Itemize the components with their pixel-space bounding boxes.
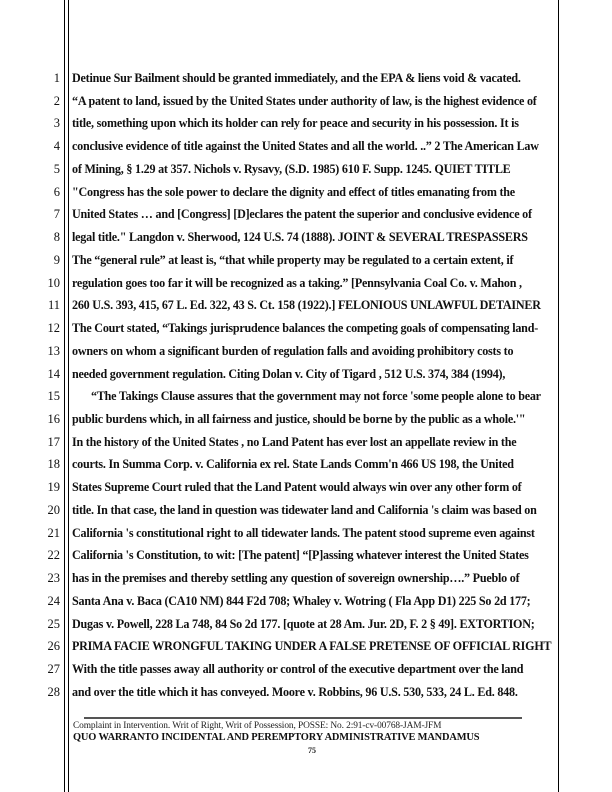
body-line: needed government regulation. Citing Dolan v. City of Tigard , 512 U.S. 374, 384 (1994), — [72, 366, 506, 381]
body-line: public burdens which, in all fairness and justice, should be borne by the public as a whole.'" — [72, 412, 526, 427]
body-line: California 's constitutional right to all tidewater lands. The patent stood supreme even against — [72, 525, 535, 540]
line-number: 23 — [47, 571, 60, 586]
line-number: 8 — [53, 230, 60, 245]
body-line: courts. In Summa Corp. v. California ex rel. State Lands Comm'n 466 US 198, the United — [72, 457, 514, 472]
line-number: 10 — [47, 275, 60, 290]
body-line: Santa Ana v. Baca (CA10 NM) 844 F2d 708; Whaley v. Wotring ( Fla App D1) 225 So 2d 177; — [72, 593, 531, 608]
body-line: 260 U.S. 393, 415, 67 L. Ed. 322, 43 S. Ct. 158 (1922).] FELONIOUS UNLAWFUL DETAINER — [72, 298, 541, 313]
line-number: 9 — [53, 252, 60, 267]
line-number: 18 — [47, 457, 60, 472]
body-line: The “general rule” at least is, “that while property may be regulated to a certain extent, if — [72, 252, 514, 267]
body-line: California 's Constitution, to wit: [The patent] “[P]assing whatever interest the United States — [72, 548, 529, 563]
line-number: 15 — [47, 389, 60, 404]
body-line: States Supreme Court ruled that the Land Patent would always win over any other form of — [72, 480, 522, 495]
line-number: 3 — [53, 116, 60, 131]
footer-divider — [84, 717, 522, 719]
line-number: 22 — [47, 548, 60, 563]
line-number: 2 — [53, 93, 60, 108]
body-line: and over the title which it has conveyed. Moore v. Robbins, 96 U.S. 530, 533, 24 L. Ed. 848. — [72, 684, 518, 699]
line-number: 21 — [47, 525, 60, 540]
body-line: legal title." Langdon v. Sherwood, 124 U.S. 74 (1888). JOINT & SEVERAL TRESPASSERS — [72, 230, 528, 245]
body-line: title, something upon which its holder can rely for peace and security in his possession. It is — [72, 116, 519, 131]
line-number: 28 — [47, 684, 60, 699]
page-number: 75 — [308, 746, 316, 755]
line-number: 19 — [47, 480, 60, 495]
body-line: With the title passes away all authority or control of the executive department over the land — [72, 662, 524, 677]
body-line: PRIMA FACIE WRONGFUL TAKING UNDER A FALSE PRETENSE OF OFFICIAL RIGHT — [72, 639, 552, 654]
left-margin-rule-outer — [64, 0, 65, 792]
line-number: 11 — [47, 298, 60, 313]
body-line: title. In that case, the land in question was tidewater land and California 's claim was based on — [72, 502, 537, 517]
body-line: Detinue Sur Bailment should be granted immediately, and the EPA & liens void & vacated. — [72, 71, 521, 85]
body-line: The Court stated, “Takings jurisprudence balances the competing goals of compensating land- — [72, 321, 539, 336]
body-line: Dugas v. Powell, 228 La 748, 84 So 2d 177. [quote at 28 Am. Jur. 2D, F. 2 § 49]. EXTORTION; — [72, 616, 535, 631]
line-number: 12 — [47, 321, 60, 336]
line-number: 17 — [47, 434, 60, 449]
footer-document-title: QUO WARRANTO INCIDENTAL AND PEREMPTORY ADMINISTRATIVE MANDAMUS — [73, 732, 480, 743]
line-number: 27 — [47, 662, 60, 677]
footer-case-caption: Complaint in Intervention. Writ of Right, Writ of Possession, POSSE: No. 2:91-cv-00768-JAM-JFM — [73, 721, 442, 731]
line-number: 5 — [53, 161, 60, 176]
body-line: has in the premises and thereby settling any question of sovereign ownership….” Pueblo of — [72, 571, 520, 586]
line-number: 24 — [47, 593, 60, 608]
line-number: 6 — [53, 184, 60, 199]
line-number: 26 — [47, 639, 60, 654]
line-number: 14 — [47, 366, 60, 381]
body-line: conclusive evidence of title against the United States and all the world. ..” 2 The American Law — [72, 139, 539, 154]
line-number: 20 — [47, 502, 60, 517]
body-line-indented-quote: “The Takings Clause assures that the government may not force 'some people alone to bear — [91, 389, 541, 404]
line-number: 25 — [47, 616, 60, 631]
document-body — [72, 67, 558, 704]
right-margin-rule — [558, 0, 559, 792]
body-line: of Mining, § 1.29 at 357. Nichols v. Rysavy, (S.D. 1985) 610 F. Supp. 1245. QUIET TITLE — [72, 161, 511, 176]
left-margin-rule-inner — [68, 0, 69, 792]
body-line: "Congress has the sole power to declare the dignity and effect of titles emanating from the — [72, 184, 515, 199]
body-line: owners on whom a significant burden of regulation falls and avoiding prohibitory costs to — [72, 343, 514, 358]
line-number: 13 — [47, 343, 60, 358]
line-number: 1 — [53, 71, 60, 85]
body-line: United States … and [Congress] [D]eclares the patent the superior and conclusive evidence of — [72, 207, 532, 222]
body-line: “A patent to land, issued by the United States under authority of law, is the highest evidence of — [72, 93, 537, 108]
line-number: 4 — [53, 139, 60, 154]
pleading-line-numbers — [30, 67, 60, 704]
body-line: regulation goes too far it will be recognized as a taking.” [Pennsylvania Coal Co. v. Mahon , — [72, 275, 522, 290]
body-line: In the history of the United States , no Land Patent has ever lost an appellate review in the — [72, 434, 517, 449]
line-number: 7 — [53, 207, 60, 222]
line-number: 16 — [47, 412, 60, 427]
